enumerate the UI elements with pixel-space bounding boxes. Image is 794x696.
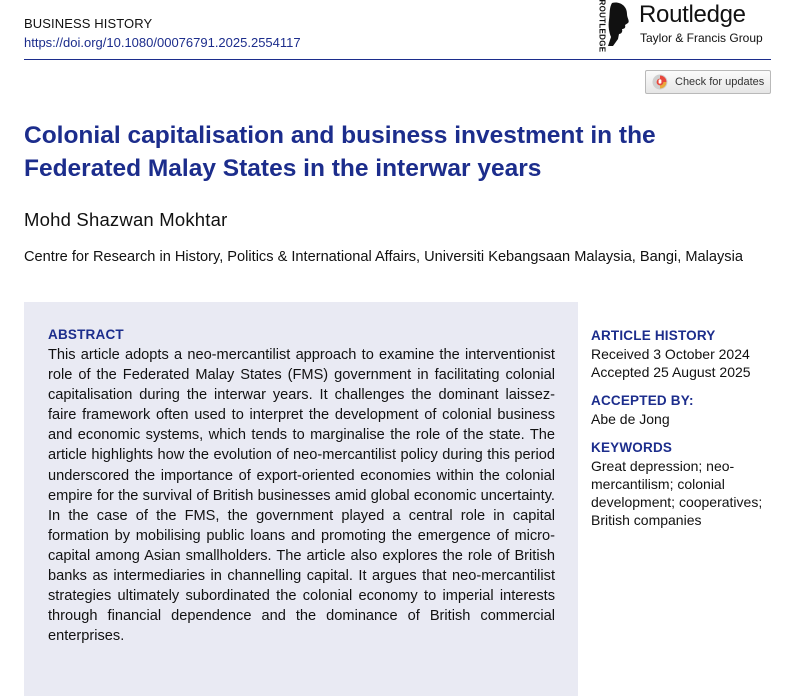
abstract-text: This article adopts a neo-mercantilist approach to examine the interventionist role of the Federated Malay States (FMS) government in facilitating colonial capitalisation during the interwar years. It challenges the dominant laissez-faire framework often used to interpret the development of colonial business and economic systems, which tends to marginalise the role of the state. The article highlights how the evolution of neo-mercantilist policy during this period underscored the importance of export-oriented economies within the colonial empire for the survival of British businesses amid global economic uncertainty. In the case of the FMS, the government played a central role in capital formation by mobilising public loans and promoting the emergence of micro-capital among Asian smallholders. The article also explores the role of British banks as intermediaries in channelling capital. It argues that neo-mercantilist strategies ultimately subordinated the colonial economy to imperial interests through financial dependence and the dominance of British commercial enterprises. xyxy=(48,347,555,645)
accepted-date: Accepted 25 August 2025 xyxy=(591,364,751,380)
abstract-heading: ABSTRACT xyxy=(48,327,124,342)
head-silhouette-icon xyxy=(606,1,632,47)
accepted-by-heading: ACCEPTED BY: xyxy=(591,393,694,408)
check-for-updates-button[interactable] xyxy=(645,70,771,94)
received-date: Received 3 October 2024 xyxy=(591,346,750,362)
article-title: Colonial capitalisation and business investment in the Federated Malay States in the interwar years xyxy=(24,122,656,182)
keywords xyxy=(591,439,781,529)
journal-name: BUSINESS HISTORY xyxy=(24,16,153,31)
article-history xyxy=(591,327,781,381)
keywords-heading: KEYWORDS xyxy=(591,440,673,455)
author-name[interactable]: Mohd Shazwan Mokhtar xyxy=(24,209,228,230)
crossmark-icon xyxy=(652,74,668,90)
doi-link[interactable]: https://doi.org/10.1080/00076791.2025.2554117 xyxy=(24,35,301,50)
publisher-name: Routledge xyxy=(639,1,746,28)
publisher-group: Taylor & Francis Group xyxy=(640,31,763,45)
accepted-by xyxy=(591,392,781,428)
keywords-list: Great depression; neo-mercantilism; colonial development; cooperatives; British companies xyxy=(591,458,763,528)
check-for-updates-label: Check for updates xyxy=(675,76,765,88)
author-affiliation: Centre for Research in History, Politics & International Affairs, Universiti Kebangsaan Malaysia, Bangi, Malaysia xyxy=(24,249,743,265)
accepted-by-editor: Abe de Jong xyxy=(591,411,670,427)
article-history-heading: ARTICLE HISTORY xyxy=(591,328,716,343)
header-rule xyxy=(24,59,771,60)
publisher-logo[interactable] xyxy=(594,1,774,51)
publisher-vertical-mark: ROUTLEDGE xyxy=(597,0,607,53)
